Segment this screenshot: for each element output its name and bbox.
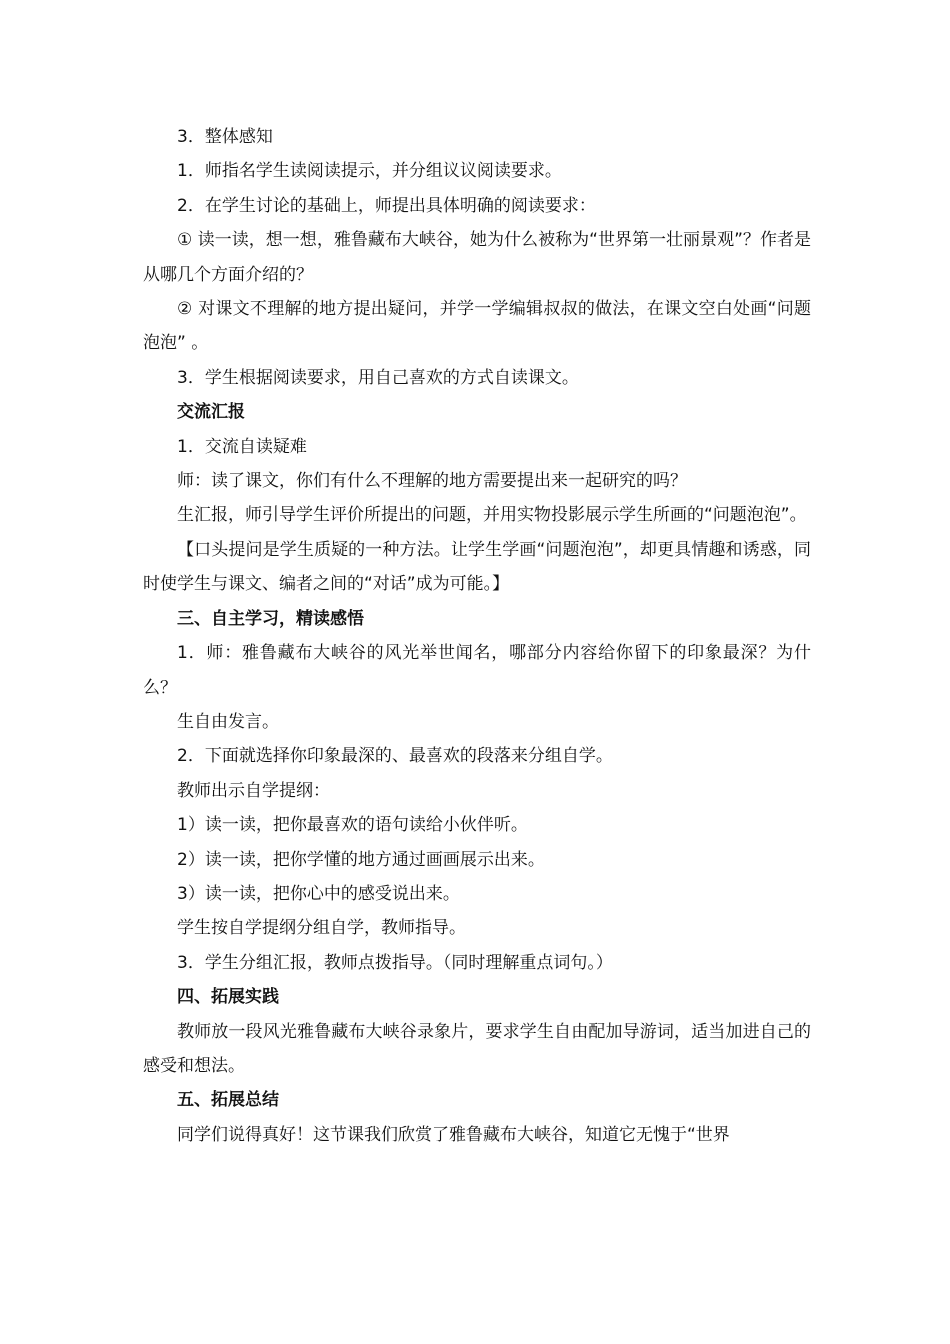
body-paragraph: 教师出示自学提纲： <box>177 780 330 801</box>
body-paragraph: 3．整体感知 <box>177 127 273 147</box>
body-paragraph: 1．师指名学生读阅读提示，并分组议议阅读要求。 <box>177 161 562 182</box>
body-paragraph: 2）读一读，把你学懂的地方通过画画展示出来。 <box>177 849 545 870</box>
body-paragraph: 2．在学生讨论的基础上，师提出具体明确的阅读要求： <box>177 195 596 216</box>
body-paragraph: 学生按自学提纲分组自学，教师指导。 <box>177 918 466 939</box>
document-body <box>143 120 811 1152</box>
body-paragraph: 1．师：雅鲁藏布大峡谷的风光举世闻名，哪部分内容给你留下的印象最深？为什么？ <box>143 643 811 698</box>
section-heading: 四、拓展实践 <box>177 987 279 1008</box>
section-heading: 交流汇报 <box>177 402 245 423</box>
section-heading: 三、自主学习，精读感悟 <box>177 608 364 629</box>
body-paragraph: ① 读一读，想一想，雅鲁藏布大峡谷，她为什么被称为“世界第一壮丽景观”？作者是从哪几个方面介绍的？ <box>143 230 811 285</box>
body-paragraph: 1）读一读，把你最喜欢的语句读给小伙伴听。 <box>177 815 528 836</box>
body-paragraph: 生自由发言。 <box>177 711 279 732</box>
body-paragraph: 教师放一段风光雅鲁藏布大峡谷录象片，要求学生自由配加导游词，适当加进自己的感受和想法。 <box>143 1021 811 1076</box>
body-paragraph: 3．学生分组汇报，教师点拨指导。（同时理解重点词句。） <box>177 952 613 973</box>
body-paragraph: 2．下面就选择你印象最深的、最喜欢的段落来分组自学。 <box>177 746 613 767</box>
body-paragraph: 【口头提问是学生质疑的一种方法。让学生学画“问题泡泡”，却更具情趣和诱惑，同时使学生与课文、编者之间的“对话”成为可能。】 <box>143 539 811 595</box>
body-paragraph: ② 对课文不理解的地方提出疑问，并学一学编辑叔叔的做法，在课文空白处画“问题泡泡” 。 <box>143 299 811 354</box>
body-paragraph: 生汇报，师引导学生评价所提出的问题，并用实物投影展示学生所画的“问题泡泡”。 <box>177 505 807 526</box>
body-paragraph: 3）读一读，把你心中的感受说出来。 <box>177 883 460 904</box>
body-paragraph: 1．交流自读疑难 <box>177 436 307 457</box>
section-heading: 五、拓展总结 <box>177 1090 279 1111</box>
body-paragraph: 3．学生根据阅读要求，用自己喜欢的方式自读课文。 <box>177 367 579 388</box>
body-paragraph: 师：读了课文，你们有什么不理解的地方需要提出来一起研究的吗？ <box>177 471 687 492</box>
body-paragraph: 同学们说得真好！这节课我们欣赏了雅鲁藏布大峡谷，知道它无愧于“世界 <box>177 1124 730 1145</box>
